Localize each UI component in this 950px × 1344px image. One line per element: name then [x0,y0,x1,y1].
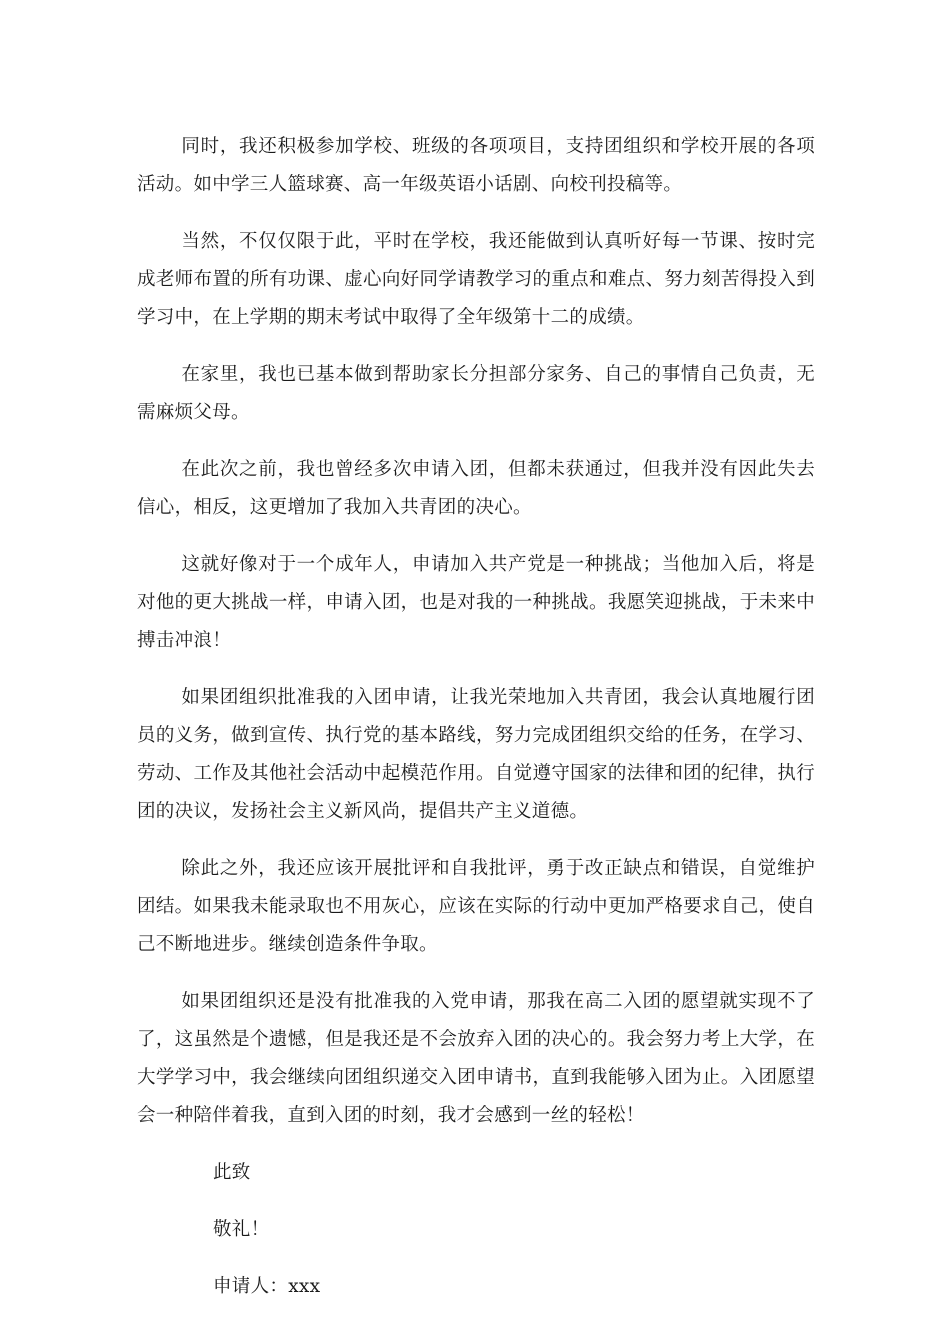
paragraph-study: 当然，不仅仅限于此，平时在学校，我还能做到认真听好每一节课、按时完成老师布置的所有功课、虚心向好同学请教学习的重点和难点、努力刻苦得投入到学习中，在上学期的期末考试中取得了全年级第十二的成绩。 [137,231,815,328]
paragraph-self-criticism: 除此之外，我还应该开展批评和自我批评，勇于改正缺点和错误，自觉维护团结。如果我未能录取也不用灰心，应该在实际的行动中更加严格要求自己，使自己不断地进步。继续创造条件争取。 [137,858,815,955]
paragraph-future: 如果团组织还是没有批准我的入党申请，那我在高二入团的愿望就实现不了了，这虽然是个遗憾，但是我还是不会放弃入团的决心的。我会努力考上大学，在大学学习中，我会继续向团组织递交入团申请书，直到我能够入团为止。入团愿望会一种陪伴着我，直到入团的时刻，我才会感到一丝的轻松！ [137,991,815,1126]
paragraph-commitment: 如果团组织批准我的入团申请，让我光荣地加入共青团，我会认真地履行团员的义务，做到宣传、执行党的基本路线，努力完成团组织交给的任务，在学习、劳动、工作及其他社会活动中起模范作用。自觉遵守国家的法律和团的纪律，执行团的决议，发扬社会主义新风尚，提倡共产主义道德。 [137,687,815,822]
paragraph-activities: 同时，我还积极参加学校、班级的各项项目，支持团组织和学校开展的各项活动。如中学三人篮球赛、高一年级英语小话剧、向校刊投稿等。 [137,136,815,195]
applicant-signature: 申请人：xxx [213,1276,321,1297]
document-body [137,128,815,1325]
closing-regards: 敬礼！ [213,1219,270,1240]
paragraph-previous-attempts: 在此次之前，我也曾经多次申请入团，但都未获通过，但我并没有因此失去信心，相反，这更增加了我加入共青团的决心。 [137,459,815,518]
closing-salutation: 此致 [213,1162,251,1183]
paragraph-home: 在家里，我也已基本做到帮助家长分担部分家务、自己的事情自己负责，无需麻烦父母。 [137,364,815,423]
paragraph-challenge: 这就好像对于一个成年人，申请加入共产党是一种挑战；当他加入后，将是对他的更大挑战一样，申请入团，也是对我的一种挑战。我愿笑迎挑战，于未来中搏击冲浪！ [137,554,815,651]
